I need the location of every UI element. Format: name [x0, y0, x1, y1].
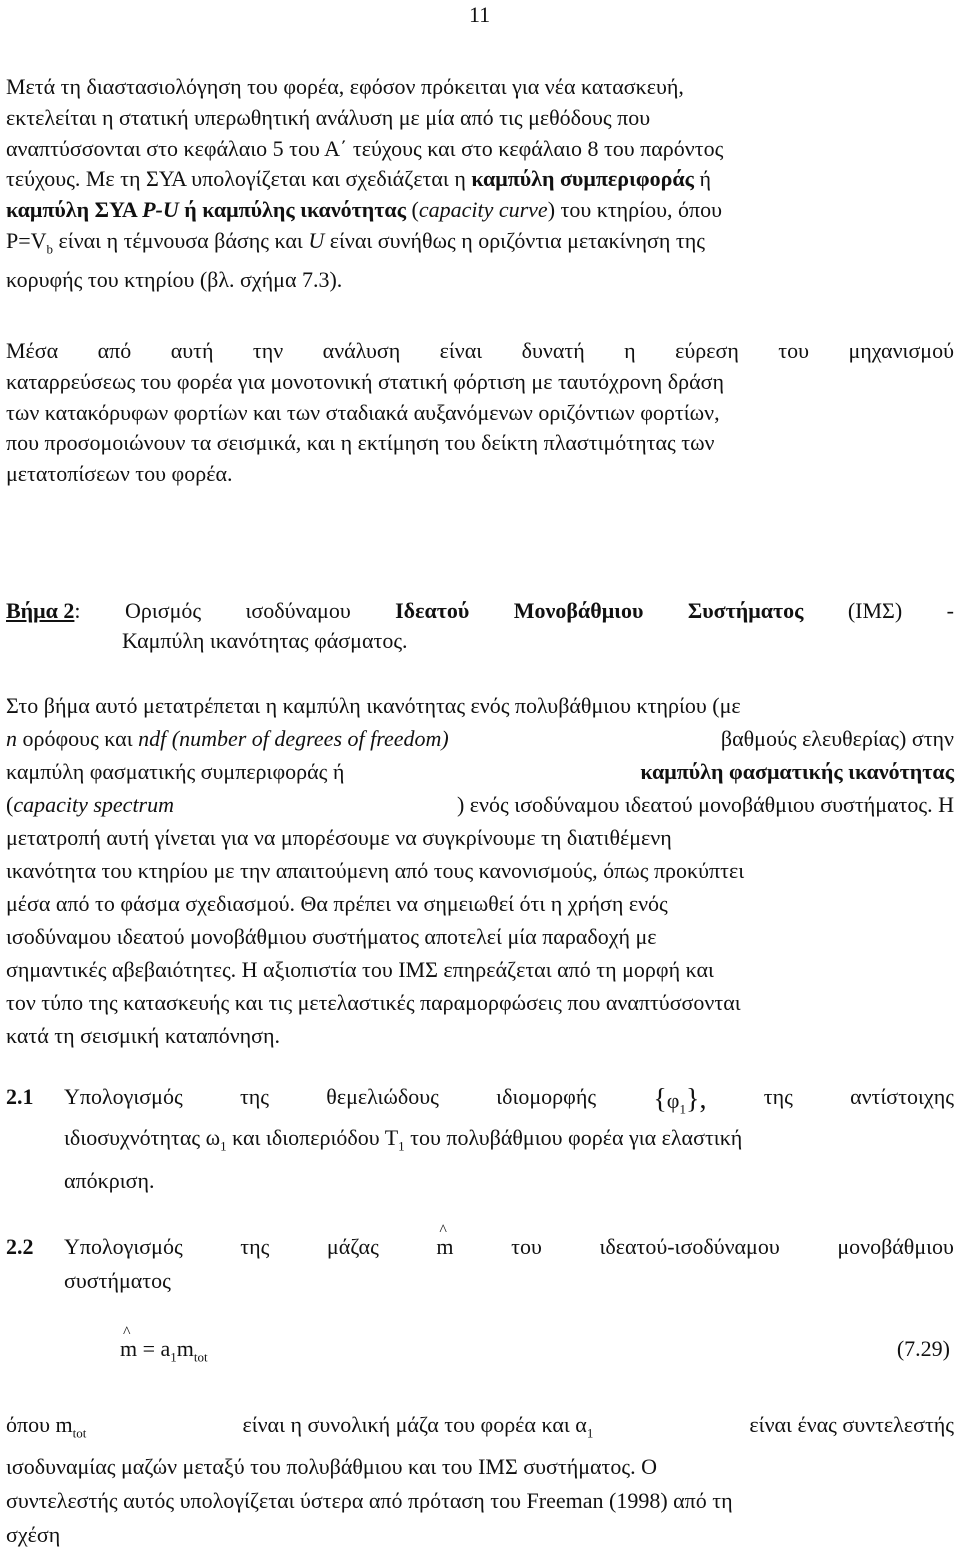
paragraph-mass-coefficient [6, 1408, 954, 1552]
text-line: σχέση [6, 1522, 61, 1548]
subsection-number: 2.2 [6, 1234, 34, 1259]
page-number: 11 [469, 2, 491, 27]
text-line: (capacity spectrum ) ενός ισοδύναμου ιδεατού μονοβάθμιου συστήματος. Η [6, 792, 954, 817]
text-line: όπου $m_{tot}$ είναι η συνολική μάζα του φορέα και $\alpha_1$ είναι ένας συντελεστής [6, 1412, 954, 1441]
text-line: κατά τη σεισμική καταπόνηση. [6, 1023, 281, 1048]
text-line: καταρρεύσεως του φορέα για μονοτονική στατική φόρτιση με ταυτόχρονη δράση [6, 368, 724, 394]
text-line: μετατροπή αυτή γίνεται για να μπορέσουμε να συγκρίνουμε τη διατιθέμενη [6, 825, 672, 850]
subsection-2-1: 2.1 Υπολογισμός της θεμελιώδους ιδιομορφής $\{\varphi_1\}$, της αντίστοιχης ιδιοσυχνότητας $\omega_1$ και ιδιοπεριόδου $T_1$ του πολυβάθμιου φορέα για ελαστική απόκριση. [6, 1084, 954, 1193]
paragraph-step-description [6, 689, 954, 1052]
mass-symbol: ^ m [436, 1234, 453, 1260]
text-line: $P=V_b$ είναι η τέμνουσα βάσης και U είναι συνήθως η οριζόντια μετακίνηση της [6, 227, 705, 257]
equation-7-29 [6, 1336, 954, 1368]
step-subtitle: Καμπύλη ικανότητας φάσματος. [122, 628, 408, 653]
text-line: ισοδύναμου ιδεατού μονοβάθμιου συστήματος αποτελεί μία παραδοχή με [6, 924, 657, 949]
text-line: Μέσα από αυτή την ανάλυση είναι δυνατή η εύρεση του μηχανισμού [6, 338, 954, 363]
step-2-heading: Βήμα 2: Ορισμός ισοδύναμου Ιδεατού Μονοβάθμιου Συστήματος (ΙΜΣ) - Καμπύλη ικανότητας φάσματος. [6, 596, 954, 656]
bold-term: καμπύλη συμπεριφοράς [471, 166, 694, 192]
step-label: Βήμα 2 [6, 598, 75, 623]
text-line: Στο βήμα αυτό μετατρέπεται η καμπύλη ικανότητας ενός πολυβάθμιου κτηρίου (με [6, 693, 741, 718]
text-line: συντελεστής αυτός υπολογίζεται ύστερα από πρόταση του Freeman (1998) από τη [6, 1488, 733, 1514]
subsection-continuation: ιδιοσυχνότητας $\omega_1$ και ιδιοπεριόδου $T_1$ του πολυβάθμιου φορέα για ελαστική [64, 1125, 743, 1154]
text-line: εκτελείται η στατική υπερωθητική ανάλυση με μία από τις μεθόδους που [6, 104, 651, 130]
paragraph-pushover [6, 72, 954, 296]
text-line: Μετά τη διαστασιολόγηση του φορέα, εφόσον πρόκειται για νέα κατασκευή, [6, 74, 684, 99]
text-line: καμπύλη φασματικής συμπεριφοράς ή καμπύλη φασματικής ικανότητας [6, 759, 954, 784]
text-line: καμπύλη ΣΥΑ P-U ή καμπύλης ικανότητας (capacity curve) του κτηρίου, όπου [6, 197, 722, 223]
text-line: κορυφής του κτηρίου (βλ. σχήμα 7.3). [6, 267, 343, 293]
text-line: τεύχους. Με τη ΣΥΑ υπολογίζεται και σχεδιάζεται η καμπύλη συμπεριφοράς ή [6, 166, 711, 192]
text-line: ισοδυναμίας μαζών μεταξύ του πολυβάθμιου και του ΙΜΣ συστήματος. Ο [6, 1454, 657, 1480]
text-line: σημαντικές αβεβαιότητες. Η αξιοπιστία του ΙΜΣ επηρεάζεται από τη μορφή και [6, 957, 714, 982]
text-line: αναπτύσσονται στο κεφάλαιο 5 του Α΄ τεύχους και στο κεφάλαιο 8 του παρόντος [6, 135, 724, 161]
paragraph-mechanism [6, 336, 954, 490]
text-line: των κατακόρυφων φορτίων και των σταδιακά αυξανόμενων οριζόντιων φορτίων, [6, 399, 720, 425]
text-line: n ορόφους και ndf (number of degrees of freedom) βαθμούς ελευθερίας) στην [6, 726, 954, 751]
text-line: που προσομοιώνουν τα σεισμικά, και η εκτίμηση του δείκτη πλαστιμότητας των [6, 430, 715, 456]
equation-body: ^ $m = a_1m_{tot}$ [120, 1336, 208, 1365]
subsection-number: 2.1 [6, 1084, 34, 1109]
equation-number: (7.29) [896, 1336, 950, 1361]
mode-shape-symbol: $\{\varphi_1\}$, [653, 1084, 707, 1117]
subsection-continuation: απόκριση. [64, 1167, 155, 1193]
text-line: μέσα από το φάσμα σχεδιασμού. Θα πρέπει να σημειωθεί ότι η χρήση ενός [6, 891, 668, 916]
subsection-2-2: 2.2 Υπολογισμός της μάζας ^ m του ιδεατού-ισοδύναμου μονοβάθμιου συστήματος [6, 1234, 954, 1294]
text-line: τον τύπο της κατασκευής και τις μετελαστικές παραμορφώσεις που αναπτύσσονται [6, 990, 741, 1015]
text-line: ικανότητα του κτηρίου με την απαιτούμενη από τους κανονισμούς, όπως προκύπτει [6, 858, 745, 883]
subsection-continuation: συστήματος [64, 1268, 171, 1293]
text-line: μετατοπίσεων του φορέα. [6, 461, 233, 487]
